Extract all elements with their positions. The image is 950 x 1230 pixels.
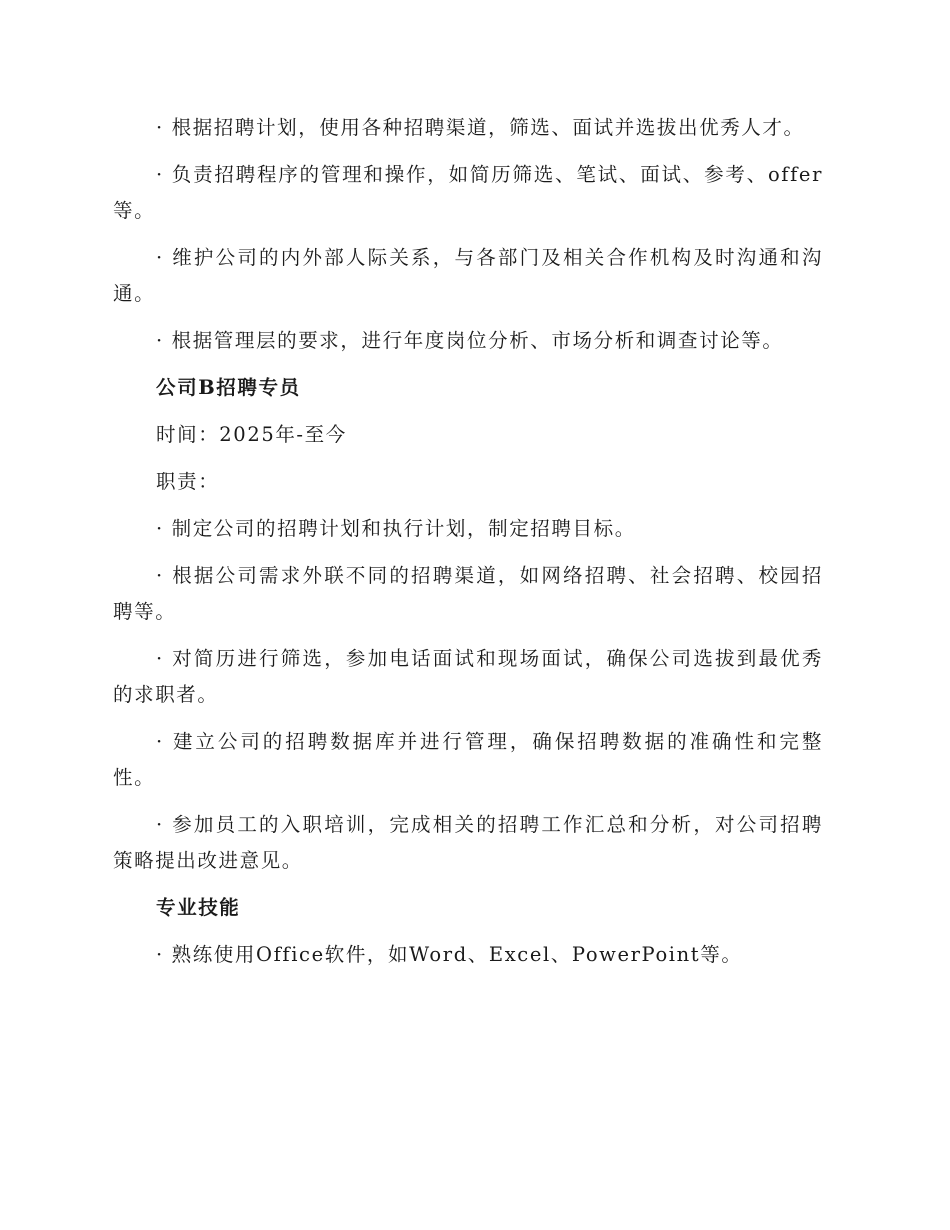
duty-item-recruit-process: · 负责招聘程序的管理和操作，如简历筛选、笔试、面试、参考、offer等。: [113, 163, 823, 222]
section-heading-skills: 专业技能: [156, 896, 241, 919]
duty-item-channels: · 根据公司需求外联不同的招聘渠道，如网络招聘、社会招聘、校园招聘等。: [113, 564, 823, 623]
time-line: 时间：2025年-至今: [156, 423, 347, 446]
duty-item-training: · 参加员工的入职培训，完成相关的招聘工作汇总和分析，对公司招聘策略提出改进意见。: [113, 813, 823, 872]
duty-item-screening: · 对简历进行筛选，参加电话面试和现场面试，确保公司选拔到最优秀的求职者。: [113, 647, 823, 706]
duty-label: 职责：: [156, 470, 220, 493]
section-heading-company-b: 公司B招聘专员: [156, 376, 301, 399]
duty-item-recruit-plan: · 根据招聘计划，使用各种招聘渠道，筛选、面试并选拔出优秀人才。: [156, 116, 805, 139]
document-body: [113, 110, 823, 984]
duty-item-analysis: · 根据管理层的要求，进行年度岗位分析、市场分析和调查讨论等。: [156, 329, 784, 352]
skill-item-office: · 熟练使用Office软件，如Word、Excel、PowerPoint等。: [156, 943, 743, 966]
duty-item-relations: · 维护公司的内外部人际关系，与各部门及相关合作机构及时沟通和沟通。: [113, 246, 823, 305]
duty-item-database: · 建立公司的招聘数据库并进行管理，确保招聘数据的准确性和完整性。: [113, 730, 823, 789]
duty-item-plan: · 制定公司的招聘计划和执行计划，制定招聘目标。: [156, 517, 636, 540]
